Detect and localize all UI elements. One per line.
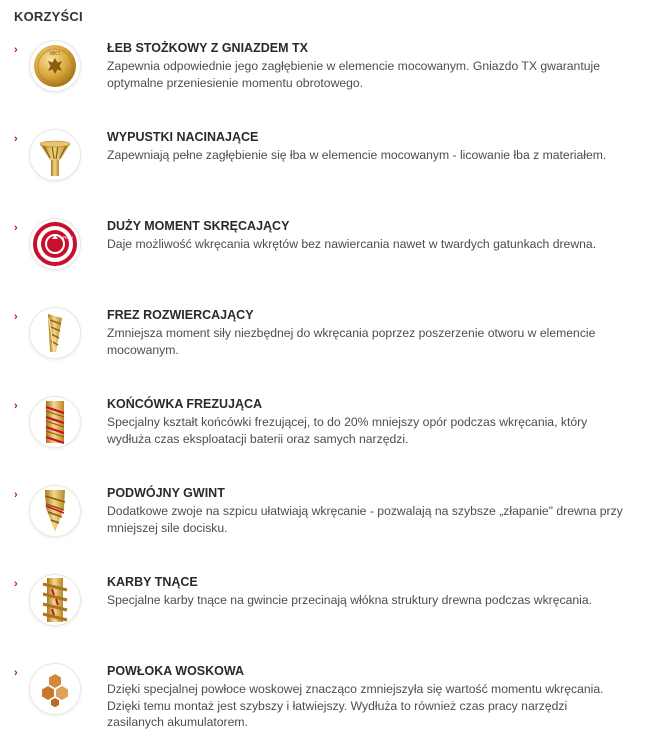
feature-description: Daje możliwość wkręcania wkrętów bez nawiercania nawet w twardych gatunkach drewna. — [107, 237, 597, 251]
feature-title: ŁEB STOŻKOWY Z GNIAZDEM TX — [107, 41, 308, 55]
feature-description: Specjalne karby tnące na gwincie przecinają włókna struktury drewna podczas wkręcania. — [107, 593, 593, 607]
bullet-chevron-icon: › — [14, 44, 18, 56]
feature-description: Zapewnia odpowiednie jego zagłębienie w elemencie mocowanym. Gniazdo TX gwarantuje optymalne przeniesienie momentu obrotowego. — [107, 59, 600, 90]
cutting-ribs-icon — [30, 130, 80, 180]
feature-title: DUŻY MOMENT SKRĘCAJĄCY — [107, 219, 290, 233]
head-mark-text: WKT — [49, 51, 61, 57]
feature-item — [0, 486, 649, 566]
bullet-chevron-icon: › — [14, 489, 18, 501]
feature-description: Dodatkowe zwoje na szpicu ułatwiają wkręcanie - pozwalają na szybsze „złapanie" drewna przy mniejszej sile docisku. — [107, 504, 623, 535]
cutting-notches-icon — [30, 575, 80, 625]
wax-coating-icon — [30, 664, 80, 714]
feature-item — [0, 575, 649, 655]
feature-description: Zapewniają pełne zagłębienie się łba w elemencie mocowanym - licowanie łba z materiałem. — [107, 148, 607, 162]
bullet-chevron-icon: › — [14, 311, 18, 323]
tx-screw-head-icon — [30, 41, 80, 91]
feature-title: KOŃCÓWKA FREZUJĄCA — [107, 397, 263, 411]
feature-item — [0, 664, 649, 744]
feature-item — [0, 308, 649, 388]
feature-description: Zmniejsza moment siły niezbędnej do wkręcania poprzez poszerzenie otworu w elemencie mocowanym. — [107, 326, 596, 357]
double-thread-icon — [30, 486, 80, 536]
feature-item — [0, 41, 649, 121]
gauge-label: RUN — [63, 235, 73, 240]
bullet-chevron-icon: › — [14, 667, 18, 679]
feature-item — [0, 219, 649, 299]
bullet-chevron-icon: › — [14, 400, 18, 412]
feature-item — [0, 130, 649, 210]
bullet-chevron-icon: › — [14, 133, 18, 145]
feature-description: Specjalny kształt końcówki frezującej, to do 20% mniejszy opór podczas wkręcania, który wydłuża czas eksploatacji baterii oraz samych narzędzi. — [107, 415, 588, 446]
feature-title: POWŁOKA WOSKOWA — [107, 664, 245, 678]
bullet-chevron-icon: › — [14, 222, 18, 234]
milling-tip-icon — [30, 397, 80, 447]
section-title: KORZYŚCI — [14, 9, 83, 24]
feature-title: KARBY TNĄCE — [107, 575, 198, 589]
feature-title: FREZ ROZWIERCAJĄCY — [107, 308, 254, 322]
reamer-icon — [30, 308, 80, 358]
feature-description: Dzięki specjalnej powłoce woskowej znacząco zmniejszyła się wartość momentu wkręcania. Dzięki temu montaż jest szybszy i łatwiejszy. Wydłuża to również czas pracy narzędzi zasilanych akumulatorem. — [107, 682, 604, 729]
torque-gauge-icon — [30, 219, 80, 269]
feature-title: WYPUSTKI NACINAJĄCE — [107, 130, 259, 144]
feature-title: PODWÓJNY GWINT — [107, 486, 225, 500]
feature-item — [0, 397, 649, 477]
bullet-chevron-icon: › — [14, 578, 18, 590]
